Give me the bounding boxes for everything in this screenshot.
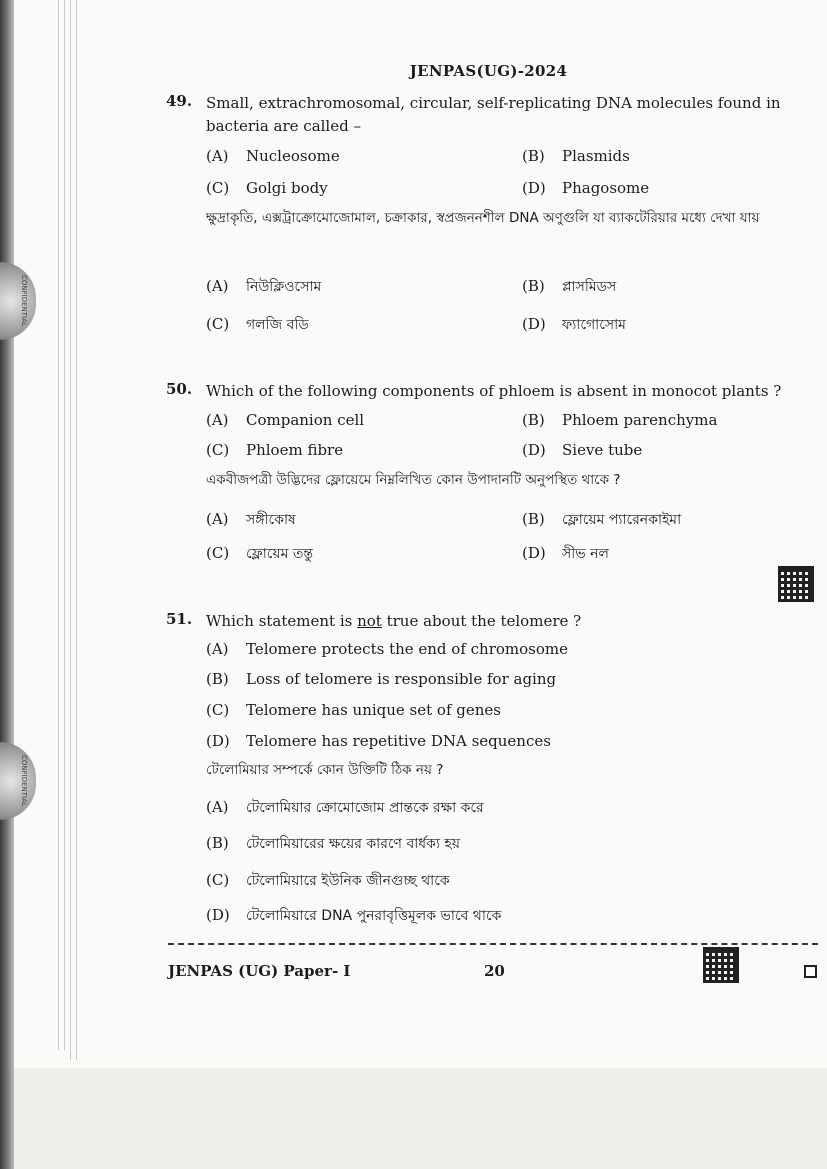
- option-a-bn: (A) টেলোমিয়ার ক্রোমোজোম প্রান্তকে রক্ষা করে: [206, 798, 484, 816]
- question-text-bn: একবীজপত্রী উদ্ভিদের ফ্লোয়েমে নিম্নলিখিত কোন উপাদানটি অনুপস্থিত থাকে ?: [206, 472, 621, 488]
- page-edge-line: [64, 0, 65, 1050]
- option-b-bn: (B) টেলোমিয়ারের ক্ষয়ের কারণে বার্ধক্য হয়: [206, 834, 461, 852]
- option-a-en: (A) Companion cell: [206, 411, 365, 429]
- page-edge-line: [70, 0, 71, 1060]
- option-d-en: (D) Telomere has repetitive DNA sequences: [206, 732, 551, 750]
- option-c-en: (C) Telomere has unique set of genes: [206, 701, 501, 719]
- option-d-en: (D) Phagosome: [522, 179, 650, 197]
- question-number: 51.: [166, 610, 193, 628]
- option-a-bn: (A) নিউক্লিওসোম: [206, 277, 322, 295]
- option-d-bn: (D) সীভ নল: [522, 544, 609, 562]
- option-c-bn: (C) ফ্লোয়েম তন্তু: [206, 544, 314, 562]
- question-number: 49.: [166, 92, 193, 110]
- page-number: 20: [484, 962, 505, 980]
- footer-divider: [168, 943, 818, 945]
- option-a-bn: (A) সঙ্গীকোষ: [206, 510, 296, 528]
- question-text-en: Which statement is not true about the telomere ?: [206, 612, 582, 630]
- corner-square-icon: [804, 965, 817, 978]
- question-text-en: Small, extrachromosomal, circular, self-replicating DNA molecules found in bacteria are called –: [206, 94, 781, 135]
- option-a-en: (A) Telomere protects the end of chromosome: [206, 640, 569, 658]
- scan-bottom-margin: [14, 1068, 827, 1169]
- page-edge-line: [58, 0, 59, 1050]
- option-c-en: (C) Phloem fibre: [206, 441, 344, 459]
- option-b-bn: (B) প্লাসমিডস: [522, 277, 617, 295]
- scan-left-shadow: [0, 0, 14, 1169]
- option-d-en: (D) Sieve tube: [522, 441, 643, 459]
- option-d-bn: (D) টেলোমিয়ারে DNA পুনরাবৃত্তিমূলক ভাবে থাকে: [206, 906, 502, 924]
- question-text-bn: ক্ষুদ্রাকৃতি, এক্সট্রাক্রোমোজোমাল, চক্রাকার, স্বপ্রজননশীল DNA অণুগুলি যা ব্যাকটেরিয়ার মধ্যে দেখা যায়: [206, 210, 760, 226]
- seal-sticker-icon: CONFIDENTIAL: [0, 262, 36, 340]
- option-d-bn: (D) ফ্যাগোসোম: [522, 315, 626, 333]
- question-number: 50.: [166, 380, 193, 398]
- page-edge-line: [76, 0, 77, 1060]
- page-title: JENPAS(UG)-2024: [409, 62, 568, 80]
- qr-code-icon: [778, 566, 814, 602]
- seal-sticker-icon: CONFIDENTIAL: [0, 742, 36, 820]
- option-c-en: (C) Golgi body: [206, 179, 328, 197]
- option-b-en: (B) Phloem parenchyma: [522, 411, 718, 429]
- qr-code-icon: [703, 947, 739, 983]
- option-b-en: (B) Loss of telomere is responsible for aging: [206, 670, 557, 688]
- question-text-bn: টেলোমিয়ার সম্পর্কে কোন উক্তিটি ঠিক নয় ?: [206, 762, 444, 778]
- option-c-bn: (C) টেলোমিয়ারে ইউনিক জীনগুচ্ছ থাকে: [206, 871, 450, 889]
- option-b-bn: (B) ফ্লোয়েম প্যারেনকাইমা: [522, 510, 682, 528]
- option-a-en: (A) Nucleosome: [206, 147, 340, 165]
- option-c-bn: (C) গলজি বডি: [206, 315, 309, 333]
- question-text-en: Which of the following components of phloem is absent in monocot plants ?: [206, 382, 782, 400]
- option-b-en: (B) Plasmids: [522, 147, 630, 165]
- paper-label: JENPAS (UG) Paper- I: [168, 962, 351, 980]
